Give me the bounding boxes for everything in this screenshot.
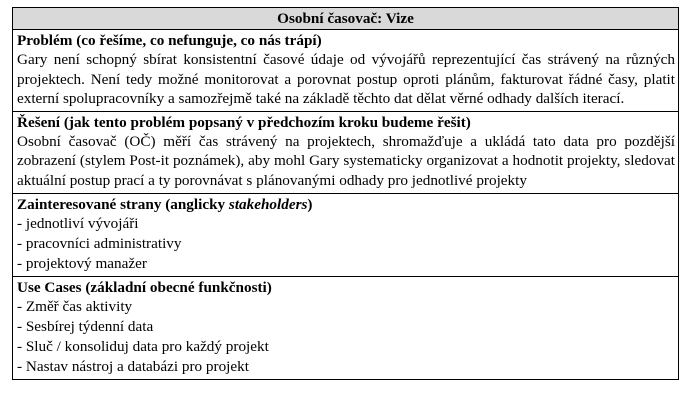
section-solution-body: Osobní časovač (OČ) měří čas strávený na projektech, shromažďuje a ukládá tato data pro pozdější zobrazení (stylem Post-it poznámek), aby mohl Gary systematicky organizovat a hodnotit projekty, sledovat aktuální postup prací a ty porovnávat s plánovanými odhady pro jednotlivé projekty xyxy=(17,132,675,189)
section-solution xyxy=(13,111,679,193)
section-solution-cell xyxy=(13,111,679,193)
list-item: - Sesbírej týdenní data xyxy=(17,317,154,335)
stakeholders-heading-prefix: Zainteresované strany (anglicky xyxy=(17,195,229,213)
list-item: - pracovníci administrativy xyxy=(17,234,182,252)
stakeholders-heading-emphasis: stakeholders xyxy=(228,195,308,213)
section-use-cases-cell xyxy=(13,276,679,379)
list-item: - projektový manažer xyxy=(17,254,147,272)
section-problem-heading: Problém (co řešíme, co nefunguje, co nás trápí) xyxy=(17,32,322,49)
stakeholders-heading-suffix: ) xyxy=(307,195,313,213)
vision-table xyxy=(12,7,679,380)
section-problem-body: Gary není schopný sbírat konsistentní časové údaje od vývojářů reprezentující čas strávený na různých projektech. Není tedy možné monitorovat a porovnat postup oproti plánům, fakturovat řádné časy, platit externí spolupracovníky a samozřejmě také na základě těchto dat dělat věrné odhady dalších iterací. xyxy=(17,51,675,108)
section-problem xyxy=(13,30,679,112)
section-stakeholders-cell xyxy=(13,193,679,276)
section-solution-heading: Řešení (jak tento problém popsaný v předchozím kroku budeme řešit) xyxy=(17,113,471,131)
section-use-cases-heading: Use Cases (základní obecné funkčnosti) xyxy=(17,278,272,296)
list-item: - Sluč / konsoliduj data pro každý projekt xyxy=(17,337,269,355)
section-problem-cell xyxy=(13,30,679,112)
list-item: - Nastav nástroj a databázi pro projekt xyxy=(17,357,249,375)
section-stakeholders xyxy=(13,193,679,276)
list-item: - Změř čas aktivity xyxy=(17,297,133,315)
title-row xyxy=(13,8,679,30)
section-stakeholders-heading xyxy=(17,195,675,214)
section-use-cases xyxy=(13,276,679,379)
list-item: - jednotliví vývojáři xyxy=(17,214,139,232)
document-title: Osobní časovač: Vize xyxy=(13,8,679,30)
